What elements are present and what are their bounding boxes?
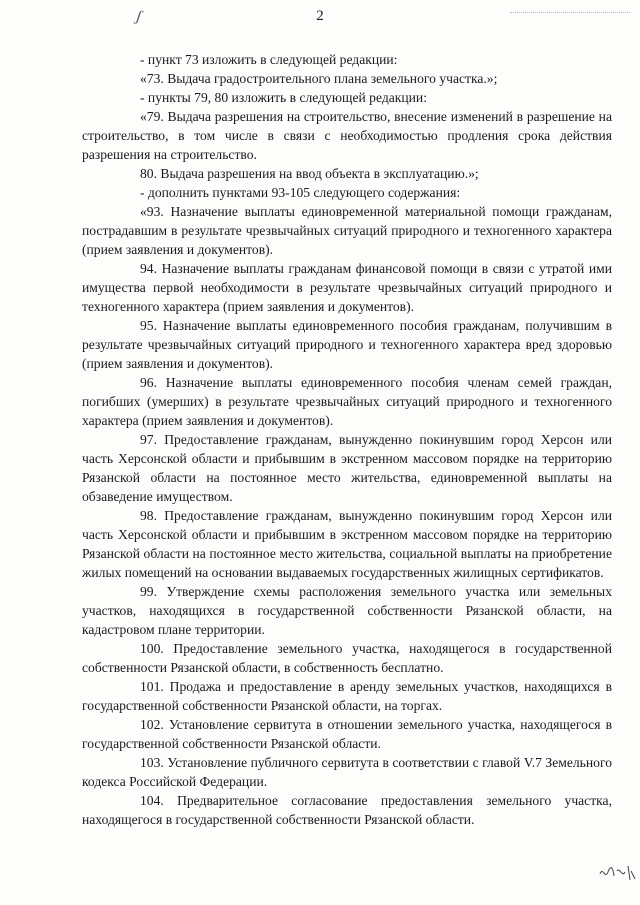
paragraph: 80. Выдача разрешения на ввод объекта в эксплуатацию.»; (140, 166, 479, 181)
paragraph: «73. Выдача градостроительного плана земельного участка.»; (140, 71, 498, 86)
paragraph: 104. Предварительное согласование предоставления земельного участка, находящегося в государственной собственности Рязанской области. (82, 793, 612, 827)
document-body (82, 50, 612, 829)
paragraph: - пункты 79, 80 изложить в следующей редакции: (140, 90, 427, 105)
paragraph: 101. Продажа и предоставление в аренду земельных участков, находящихся в государственной собственности Рязанской области, на торгах. (82, 679, 612, 713)
pen-mark: ʃ (133, 7, 144, 26)
paragraph: 94. Назначение выплаты гражданам финансовой помощи в связи с утратой ими имущества первой необходимости в результате чрезвычайных ситуаций природного и техногенного характера (прием заявления и документов). (82, 261, 612, 314)
paragraph: 95. Назначение выплаты единовременного пособия гражданам, получившим в результате чрезвычайных ситуаций природного и техногенного характера вред здоровью (прием заявления и документов). (82, 318, 612, 371)
paragraph: «79. Выдача разрешения на строительство, внесение изменений в разрешение на строительство, в том числе в связи с необходимостью продления срока действия разрешения на строительство. (82, 109, 612, 162)
initials-signature (598, 862, 638, 884)
paragraph: - дополнить пунктами 93-105 следующего содержания: (140, 185, 461, 200)
paragraph: 99. Утверждение схемы расположения земельного участка или земельных участков, находящихся в государственной собственности Рязанской области, на кадастровом плане территории. (82, 584, 612, 637)
paragraph: 102. Установление сервитута в отношении земельного участка, находящегося в государственной собственности Рязанской области. (82, 717, 612, 751)
paragraph: «93. Назначение выплаты единовременной материальной помощи гражданам, пострадавшим в результате чрезвычайных ситуаций природного и техногенного характера (прием заявления и документов). (82, 204, 612, 257)
paragraph: 100. Предоставление земельного участка, находящегося в государственной собственности Рязанской области, в собственность бесплатно. (82, 641, 612, 675)
paragraph: 97. Предоставление гражданам, вынужденно покинувшим город Херсон или часть Херсонской области и прибывшим в экстренном массовом порядке на территорию Рязанской области на постоянное место жительства, единовременной выплаты на обзаведение имуществом. (82, 432, 612, 504)
paragraph: 98. Предоставление гражданам, вынужденно покинувшим город Херсон или часть Херсонской области и прибывшим в экстренном массовом порядке на территорию Рязанской области на постоянное место жительства, социальной выплаты на приобретение жилых помещений на основании выдаваемых государственных жилищных сертификатов. (82, 508, 612, 580)
paragraph: 103. Установление публичного сервитута в соответствии с главой V.7 Земельного кодекса Российской Федерации. (82, 755, 612, 789)
scan-noise (510, 12, 630, 15)
paragraph: 96. Назначение выплаты единовременного пособия членам семей граждан, погибших (умерших) в результате чрезвычайных ситуаций природного и техногенного характера (прием заявления и документов). (82, 375, 612, 428)
page-number: 2 (316, 8, 324, 24)
paragraph: - пункт 73 изложить в следующей редакции: (140, 52, 398, 67)
